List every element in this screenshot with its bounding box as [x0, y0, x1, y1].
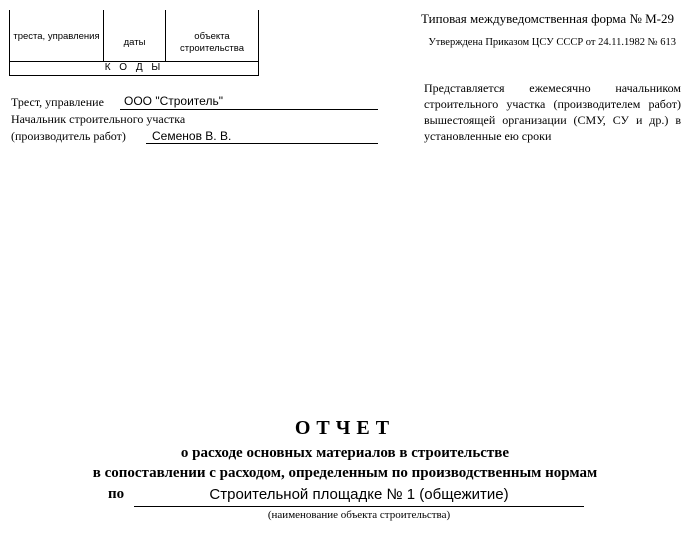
- codes-header-date: даты: [123, 37, 146, 48]
- chief-label-line2: (производитель работ): [11, 129, 126, 143]
- object-name-caption: (наименование объекта строительства): [267, 509, 451, 521]
- trust-underline: [120, 109, 378, 110]
- form-number: Типовая междуведомственная форма № М-29: [421, 11, 674, 26]
- codes-header-trust: треста, управления: [13, 31, 100, 42]
- codes-table: [9, 10, 259, 76]
- object-underline: [134, 506, 584, 507]
- chief-value: Семенов В. В.: [152, 129, 232, 143]
- report-po-label: по: [108, 486, 125, 502]
- codes-header-object: объекта строительства: [179, 31, 244, 54]
- codes-footer: К О Д Ы: [104, 62, 164, 73]
- form-approval: Утверждена Приказом ЦСУ СССР от 24.11.1982 № 613: [428, 37, 676, 48]
- trust-label: Трест, управление: [11, 95, 104, 109]
- report-subtitle-line1: о расходе основных материалов в строительстве: [180, 445, 510, 461]
- chief-underline: [146, 143, 378, 144]
- report-title: ОТЧЕТ: [294, 417, 396, 439]
- report-subtitle-line2: в сопоставлении с расходом, определенным по производственным нормам: [92, 465, 598, 481]
- chief-label-line1: Начальник строительного участка: [11, 112, 186, 126]
- trust-value: ООО "Строитель": [124, 94, 223, 108]
- object-name: Строительной площадке № 1 (общежитие): [209, 486, 509, 503]
- submission-note: Представляется ежемесячно начальником строительного участка (производителем работ) вышестоящей организации (СМУ, СУ и др.) в установленные ею сроки: [424, 81, 681, 143]
